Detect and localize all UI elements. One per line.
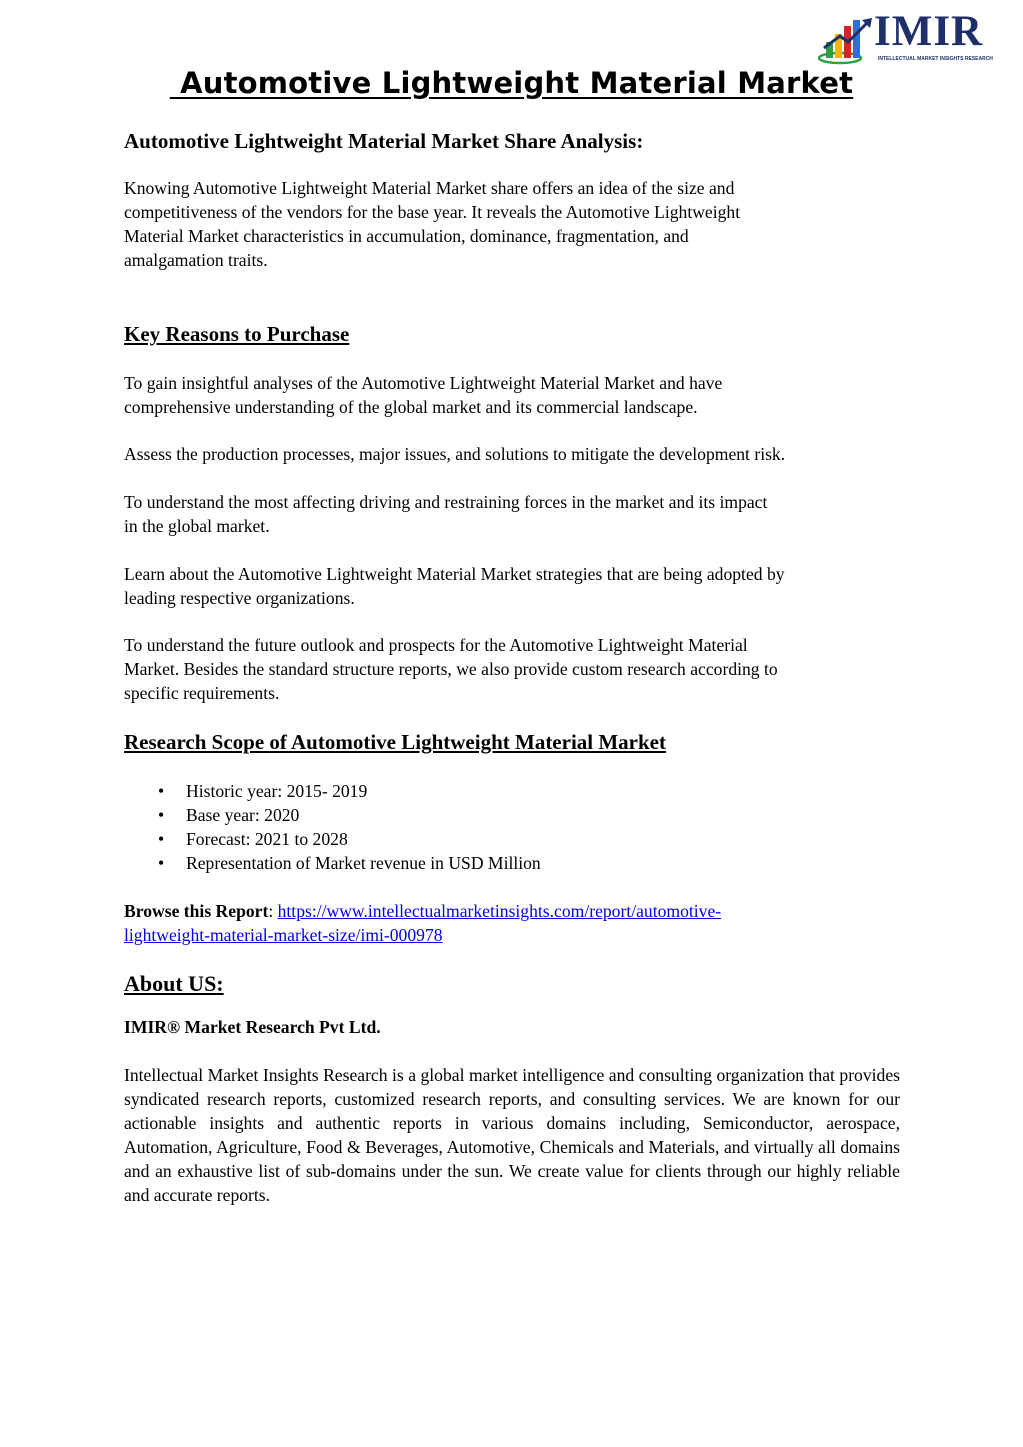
report-link-line-1[interactable]: https://www.intellectualmarketinsights.com/report/automotive- <box>277 901 722 921</box>
text-line: leading respective organizations. <box>124 588 355 608</box>
logo-wordmark: IMIR <box>874 8 984 55</box>
page-title: Automotive Lightweight Material Market <box>169 66 854 100</box>
text-line: Market. Besides the standard structure reports, we also provide custom research according to <box>124 659 778 679</box>
key-reasons-heading: Key Reasons to Purchase <box>124 322 350 346</box>
text-line: Knowing Automotive Lightweight Material Market share offers an idea of the size and <box>124 178 735 198</box>
text-line: Material Market characteristics in accumulation, dominance, fragmentation, and <box>124 226 689 246</box>
reason-paragraph-3 <box>124 490 900 538</box>
logo-tagline: INTELLECTUAL MARKET INSIGHTS RESEARCH <box>878 56 993 62</box>
text-line: specific requirements. <box>124 683 280 703</box>
text-line: comprehensive understanding of the global market and its commercial landscape. <box>124 397 698 417</box>
bar-chart-logo-icon <box>818 14 874 66</box>
reason-paragraph-5 <box>124 633 900 705</box>
text-line: To gain insightful analyses of the Automotive Lightweight Material Market and have <box>124 373 723 393</box>
text-line: Learn about the Automotive Lightweight Material Market strategies that are being adopted by <box>124 564 785 584</box>
share-analysis-heading: Automotive Lightweight Material Market Share Analysis: <box>124 129 644 153</box>
text-line: To understand the future outlook and prospects for the Automotive Lightweight Material <box>124 635 748 655</box>
about-heading: About US: <box>124 971 224 996</box>
research-scope-list <box>124 779 900 875</box>
imir-logo <box>818 8 1004 66</box>
company-name: IMIR® Market Research Pvt Ltd. <box>124 1017 381 1037</box>
list-item: • Historic year: 2015- 2019 <box>124 779 900 803</box>
list-item: • Base year: 2020 <box>124 803 900 827</box>
text-line: Assess the production processes, major issues, and solutions to mitigate the development risk. <box>124 444 786 464</box>
browse-label: Browse this Report <box>124 901 269 921</box>
list-item: • Forecast: 2021 to 2028 <box>124 827 900 851</box>
about-paragraph: Intellectual Market Insights Research is a global market intelligence and consulting organization that provides syndicated research reports, customized research reports, and consulting services. We are known for our actionable insights and authentic reports in various domains including, Semiconductor, aerospace, Automation, Agriculture, Food & Beverages, Automotive, Chemicals and Materials, and virtually all domains and an exhaustive list of sub-domains under the sun. We create value for clients through our highly reliable and accurate reports. <box>124 1065 900 1205</box>
text-line: in the global market. <box>124 516 270 536</box>
browse-report <box>124 899 900 947</box>
text-line: competitiveness of the vendors for the base year. It reveals the Automotive Lightweight <box>124 202 741 222</box>
reason-paragraph-2 <box>124 442 900 466</box>
reason-paragraph-1 <box>124 371 900 419</box>
text-line: To understand the most affecting driving and restraining forces in the market and its impact <box>124 492 768 512</box>
share-analysis-paragraph <box>124 176 900 272</box>
browse-separator: : <box>268 901 278 921</box>
report-link-line-2[interactable]: lightweight-material-market-size/imi-000978 <box>124 925 443 945</box>
text-line: amalgamation traits. <box>124 250 268 270</box>
reason-paragraph-4 <box>124 562 900 610</box>
list-item: • Representation of Market revenue in USD Million <box>124 851 900 875</box>
research-scope-heading: Research Scope of Automotive Lightweight Material Market <box>124 730 667 754</box>
